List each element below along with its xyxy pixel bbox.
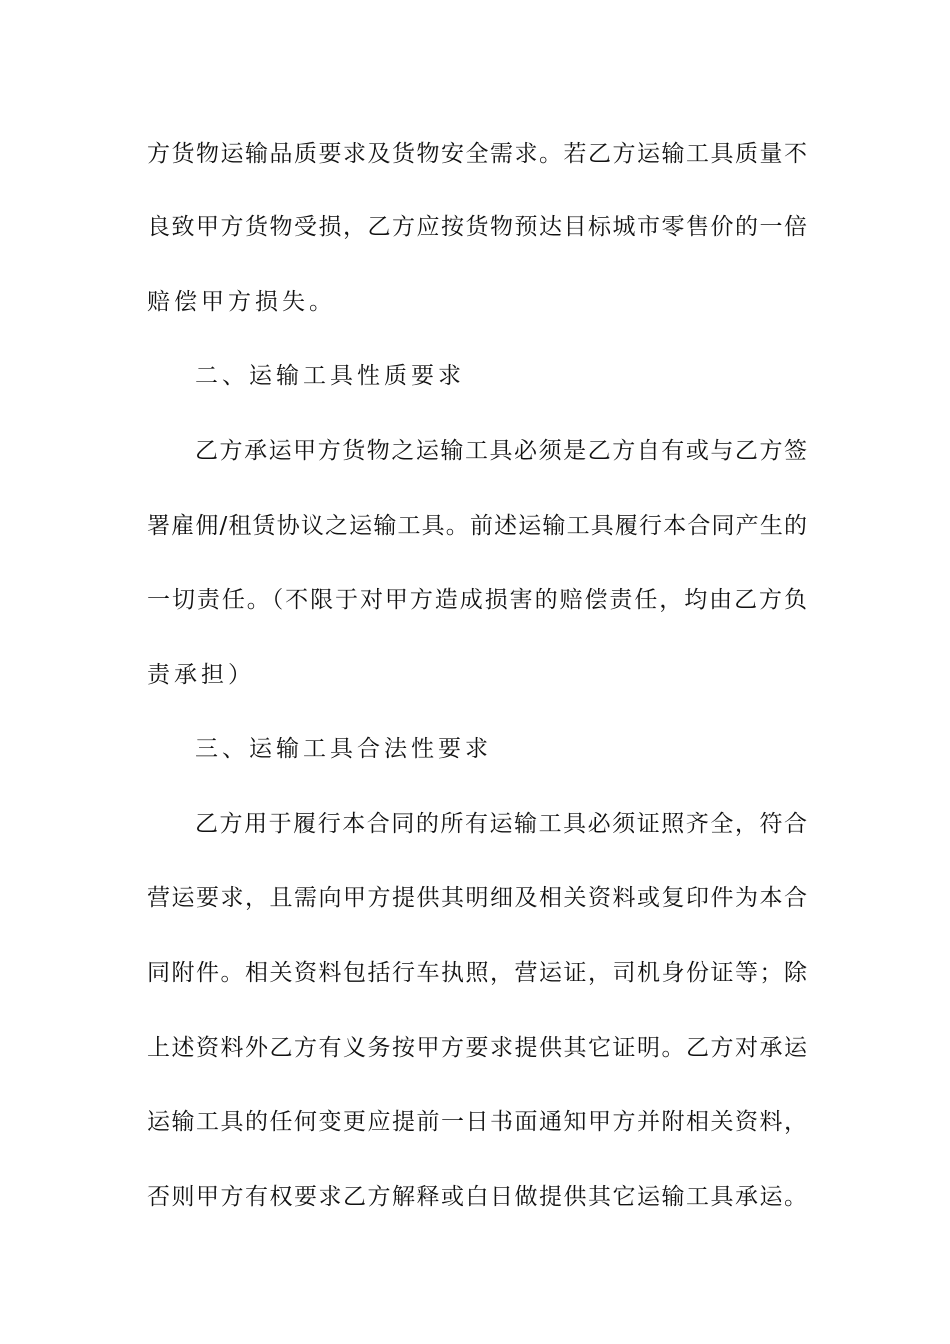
text-line: 署雇佣/租赁协议之运输工具。前述运输工具履行本合同产生的 (147, 513, 807, 539)
text-line: 乙方用于履行本合同的所有运输工具必须证照齐全，符合 (195, 811, 807, 837)
text-line: 方货物运输品质要求及货物安全需求。若乙方运输工具质量不 (147, 141, 807, 167)
text-line: 上述资料外乙方有义务按甲方要求提供其它证明。乙方对承运 (147, 1035, 807, 1061)
text-line: 营运要求，且需向甲方提供其明细及相关资料或复印件为本合 (147, 885, 807, 911)
text-line: 否则甲方有权要求乙方解释或白日做提供其它运输工具承运。 (147, 1184, 807, 1210)
text-line: 赔偿甲方损失。 (147, 289, 336, 315)
section-heading: 二、运输工具性质要求 (195, 363, 465, 389)
text-line: 责承担） (147, 662, 255, 688)
section-heading: 三、运输工具合法性要求 (195, 736, 492, 762)
text-line: 良致甲方货物受损，乙方应按货物预达目标城市零售价的一倍 (147, 214, 807, 240)
text-line: 运输工具的任何变更应提前一日书面通知甲方并附相关资料， (147, 1109, 807, 1135)
text-line: 同附件。相关资料包括行车执照，营运证，司机身份证等；除 (147, 960, 807, 986)
text-line: 一切责任。（不限于对甲方造成损害的赔偿责任，均由乙方负 (147, 587, 807, 613)
text-line: 乙方承运甲方货物之运输工具必须是乙方自有或与乙方签 (195, 438, 807, 464)
